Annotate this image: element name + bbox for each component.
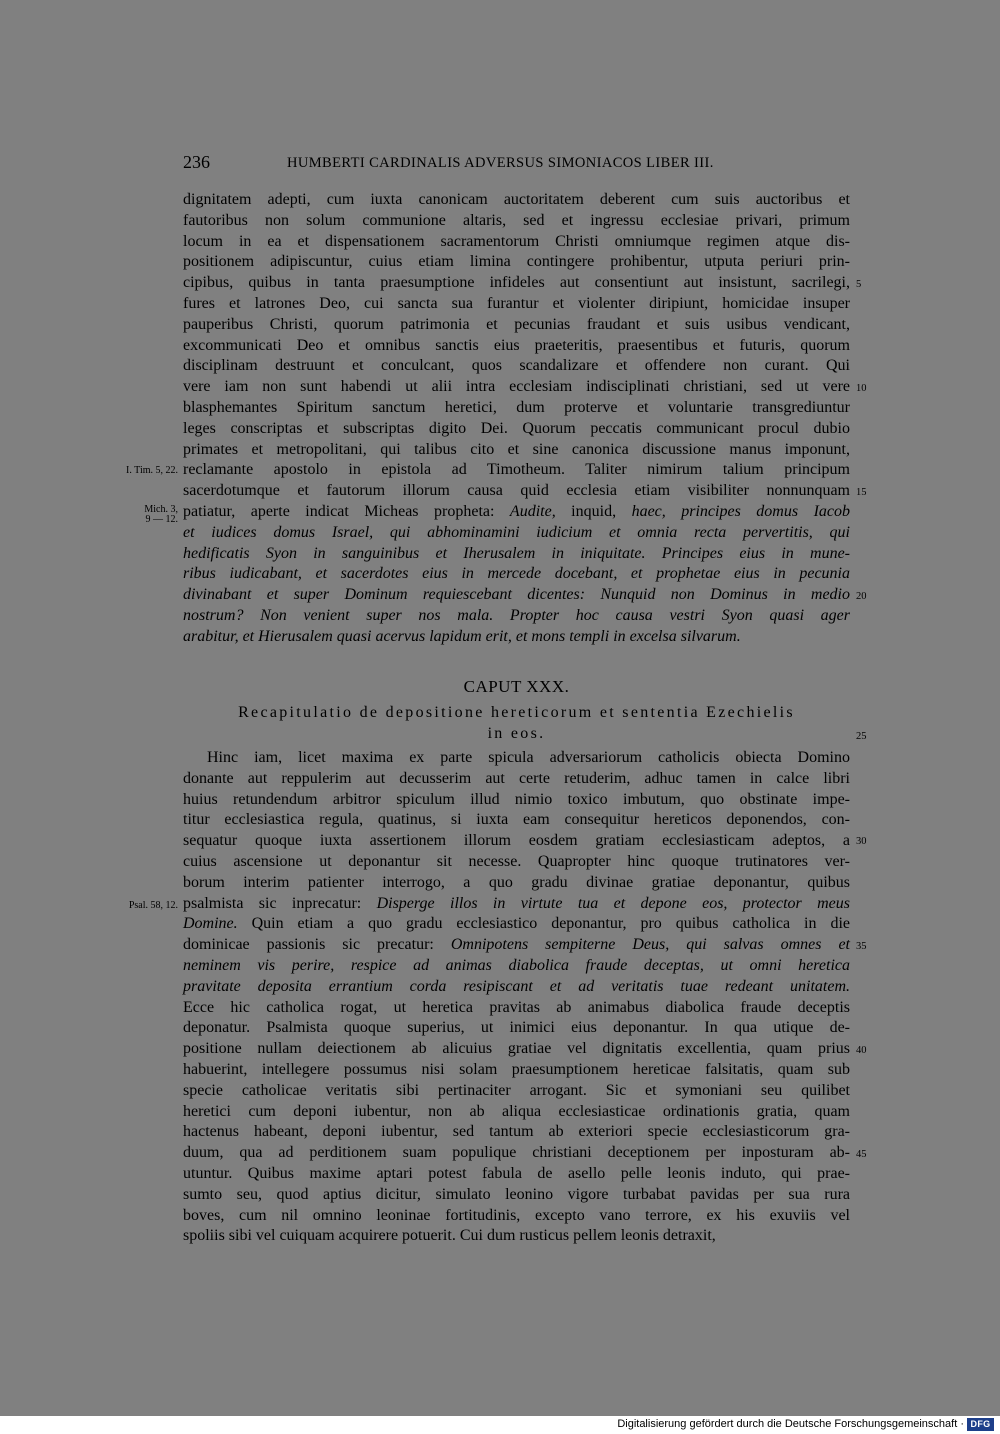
text-segment: spoliis sibi vel cuiquam acquirere potuerit. Cui dum rusticus pellem leonis detraxit, <box>183 1227 716 1245</box>
italic-segment: ribus iudicabant, et sacerdotes eius in mercede docebant, et prophetae eius in pecunia <box>183 565 850 583</box>
text-line <box>183 564 850 585</box>
line-number: 40 <box>856 1045 867 1056</box>
rubric-line-1: Recapitulatio de depositione hereticorum et sententia Ezechielis <box>238 704 795 721</box>
text-segment: pauperibus Christi, quorum patrimonia et pecunias fraudant et suis usibus vendicant, <box>183 315 850 333</box>
text-segment: vere iam non sunt habendi ut alii intra ecclesiam indisciplinati christiani, sed ut vere <box>183 378 850 396</box>
margin-ref-psalm: Psal. 58, 12. <box>128 900 178 911</box>
text-line <box>183 1039 850 1060</box>
text-line <box>183 377 850 398</box>
text-segment: reclamante apostolo in epistola ad Timotheum. Taliter nimirum talium principum <box>183 461 850 479</box>
italic-segment: Omnipotens sempiterne Deus, qui salvas omnes et <box>450 936 850 954</box>
text-line <box>183 1060 850 1081</box>
text-segment: sequatur quoque iuxta assertionem illorum eosdem gratiam ecclesiasticam adeptos, a <box>183 832 850 850</box>
text-segment: psalmista sic inprecatur: <box>183 894 377 912</box>
text-segment: blasphemantes Spiritum sanctum heretici, dum proterve et voluntarie transgrediuntur <box>183 398 850 416</box>
text-line <box>183 1122 850 1143</box>
running-title: HUMBERTI CARDINALIS ADVERSUS SIMONIACOS LIBER III. <box>287 155 714 171</box>
text-segment: specie catholicae veritatis sibi pertinaciter arrogant. Sic et symoniani seu quilibet <box>183 1081 850 1099</box>
italic-segment: et iudices domus Israel, qui abhominamini iudicium et omnia recta pervertitis, qui <box>183 523 850 541</box>
text-segment: boves, cum nil omnino leoninae fortitudinis, excepto vano terrore, ex his exuviis vel <box>183 1206 850 1224</box>
text-segment: utuntur. Quibus maxime aptari potest fabula de asello pelle leonis induto, qui prae- <box>183 1164 850 1182</box>
text-segment: Hinc iam, licet maxima ex parte spicula adversariorum catholicis obiecta Domino <box>207 749 850 766</box>
text-line <box>183 977 850 998</box>
text-segment: titur ecclesiastica regula, quatinus, si iuxta eam consequitur hereticos deponendos, con- <box>183 811 850 829</box>
text-segment: fautoribus non solum communione altaris, sed et ingressu ecclesiae privari, primum <box>183 211 850 229</box>
text-line <box>183 502 850 523</box>
text-segment: donante aut reppulerim aut decusserim aut certe retuderim, adhuc tamen in calce libri <box>183 769 850 787</box>
text-line <box>183 627 850 648</box>
text-line <box>183 1018 850 1039</box>
text-segment: cuius ascensione ut deponantur sit necesse. Quapropter hinc quoque trutinatores ver- <box>183 852 850 870</box>
text-line <box>183 769 850 790</box>
text-segment: patiatur, aperte indicat Micheas propheta: <box>183 502 510 520</box>
italic-segment: neminem vis perire, respice ad animas diabolica fraude deceptas, ut omni heretica <box>183 956 850 974</box>
text-line <box>183 336 850 357</box>
text-segment: fures et latrones Deo, cui sancta sua furantur et violenter diripiunt, homicidae insuper <box>183 294 850 312</box>
text-line <box>183 523 850 544</box>
text-segment: sumto seu, quod aptius dicitur, simulato leonino vigore turbabat pavidas per sua rura <box>183 1185 850 1203</box>
text-line <box>183 790 850 811</box>
text-line <box>183 1185 850 1206</box>
margin-ref-micheas-2: 9 — 12. <box>145 514 178 525</box>
text-line <box>183 998 850 1019</box>
text-line <box>183 294 850 315</box>
text-line <box>183 356 850 377</box>
text-segment: dominicae passionis sic precatur: <box>183 936 451 954</box>
italic-segment: Domine. <box>183 915 238 933</box>
text-line <box>183 935 850 956</box>
text-segment: borum interim patienter interrogo, a quo gradu divinae gratiae deponantur, quibus <box>183 873 850 891</box>
italic-segment: Audite, <box>509 502 556 520</box>
italic-segment: divinabant et super Dominum requiescebant dicentes: Nunquid non Dominus in medio <box>183 586 850 604</box>
text-segment: habuerint, intellegere possumus nisi solam praesumptionem hereticae falsitatis, quam sub <box>183 1060 850 1078</box>
line-number: 45 <box>856 1149 867 1160</box>
chapter-title: CAPUT XXX. <box>463 677 570 696</box>
text-segment: dignitatem adepti, cum iuxta canonicam auctoritatem deberent cum suis auctoribus et <box>183 191 850 208</box>
text-segment: primates et metropolitani, qui talibus cito et sine canonica discussione manus imponunt, <box>183 440 850 458</box>
text-line <box>183 315 850 336</box>
text-line <box>183 1102 850 1123</box>
text-segment: hactenus habeant, deponi iubentur, sed tantum ab exteriori specie ecclesiasticorum gra- <box>183 1123 850 1141</box>
text-line <box>183 585 850 606</box>
text-segment: positione nullam deiectionem ab alicuius gratiae vel dignitatis excellentia, quam prius <box>183 1040 850 1058</box>
text-line <box>183 956 850 977</box>
margin-ref-micheas <box>120 505 178 525</box>
italic-segment: hedificatis Syon in sanguinibus et Iherusalem in iniquitate. Principes eius in mune- <box>183 544 850 562</box>
text-line <box>183 810 850 831</box>
text-line <box>183 1081 850 1102</box>
text-line <box>183 852 850 873</box>
text-segment: Ecce hic catholica rogat, ut heretica pravitas ab animabus diabolica fraude deceptis <box>183 998 850 1016</box>
text-segment: excommunicati Deo et omnibus sanctis eius praeteritis, praesentibus et futuris, quorum <box>183 336 850 354</box>
line-number: 25 <box>856 731 867 742</box>
line-number: 10 <box>856 383 867 394</box>
text-line <box>183 914 850 935</box>
italic-segment: haec, principes domus Iacob <box>631 502 850 520</box>
text-segment: positionem adipiscuntur, cuius etiam limina contingere prohibentur, utputa periuri prin- <box>183 253 850 271</box>
text-line <box>183 460 850 481</box>
footer-credit: Digitalisierung gefördert durch die Deutsche Forschungsgemeinschaft · <box>617 1418 964 1430</box>
text-segment: locum in ea et dispensationem sacramentorum Christi omniumque regimen atque dis- <box>183 232 850 250</box>
text-line <box>183 544 850 565</box>
line-number: 30 <box>856 836 867 847</box>
line-number: 20 <box>856 591 867 602</box>
text-line <box>183 398 850 419</box>
dfg-logo: DFG <box>967 1418 994 1431</box>
text-segment: Quin etiam a quo gradu ecclesiastico deponantur, pro quibus catholica in die <box>237 915 850 933</box>
text-line <box>183 748 850 769</box>
text-line <box>183 1164 850 1185</box>
running-head <box>183 152 850 176</box>
text-line <box>183 440 850 461</box>
text-block-2 <box>183 748 850 1247</box>
text-line <box>183 1226 850 1247</box>
text-line <box>183 190 850 211</box>
text-segment: heretici cum deponi iubentur, non ab aliqua ecclesiasticae ordinationis gratia, quam <box>183 1102 850 1120</box>
text-line <box>183 606 850 627</box>
text-line <box>183 873 850 894</box>
italic-segment: nostrum? Non venient super nos mala. Propter hoc causa vestri Syon quasi ager <box>183 606 850 624</box>
italic-segment: pravitate deposita errantium corda resipiscant et ad veritatis tuae redeant unitatem. <box>183 977 850 995</box>
text-block-1 <box>183 190 850 648</box>
line-number: 5 <box>856 279 862 290</box>
italic-segment: arabitur, et Hierusalem quasi acervus lapidum erit, et mons templi in excelsa silvarum. <box>183 627 741 645</box>
text-segment: sacerdotumque et fautorum illorum causa quid ecclesia etiam visibiliter nonnunquam <box>183 482 850 500</box>
text-segment: leges conscriptas et subscriptas digito Dei. Quorum peccatis communicant procul dubio <box>183 419 850 437</box>
text-line <box>183 831 850 852</box>
text-line <box>183 894 850 915</box>
text-segment: disciplinam destruunt et conculcant, quos scandalizare et offendere non curant. Qui <box>183 357 850 375</box>
italic-segment: Disperge illos in virtute tua et depone eos, protector meus <box>376 894 850 912</box>
text-line <box>183 252 850 273</box>
margin-ref-timothy: I. Tim. 5, 22. <box>126 465 178 476</box>
chapter-rubric <box>183 703 850 745</box>
text-line <box>183 1143 850 1164</box>
text-segment: duum, qua ad perditionem suam populique christiani deceptionem per inposturam ab- <box>183 1144 850 1162</box>
text-line <box>183 273 850 294</box>
text-segment: inquid, <box>555 502 632 520</box>
page-number: 236 <box>183 152 210 172</box>
text-line <box>183 419 850 440</box>
text-segment: cipibus, quibus in tanta praesumptione infideles aut consentiunt aut insistunt, sacrilegi, <box>183 274 850 292</box>
text-line <box>183 481 850 502</box>
text-line <box>183 211 850 232</box>
text-line <box>183 232 850 253</box>
text-segment: deponatur. Psalmista quoque superius, ut inimici eius deponantur. In qua utique de- <box>183 1019 850 1037</box>
margin-ref-micheas-1: Mich. 3, <box>144 504 178 515</box>
line-number: 15 <box>856 487 867 498</box>
rubric-line-2: in eos. <box>487 724 546 742</box>
text-segment: huius retundendum arbitror spiculum illud nimio toxico imbutum, quo obstinate impe- <box>183 790 850 808</box>
text-line <box>183 1206 850 1227</box>
line-number: 35 <box>856 941 867 952</box>
footer-bar <box>0 1416 1000 1434</box>
